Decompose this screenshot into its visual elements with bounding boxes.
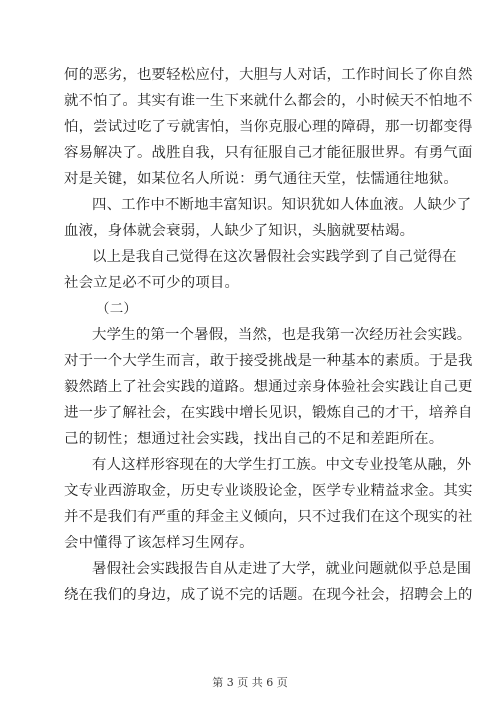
text-line: 容易解决了。战胜自我，只有征服自己才能征服世界。有勇气面 [64,145,473,161]
text-line: 社会立足必不可少的项目。 [64,275,240,291]
section-heading: （二） [96,301,138,317]
text-line: 血液，身体就会衰弱，人缺少了知识，头脑就要枯竭。 [64,223,415,239]
text-line: 对是关键，如某位名人所说：勇气通往天堂，怯懦通往地狱。 [64,171,458,187]
text-line: 对于一个大学生而言，敢于接受挑战是一种基本的素质。于是我 [64,353,473,369]
paragraph-start-line: 有人这样形容现在的大学生打工族。中文专业投笔从融，外 [92,457,472,473]
paragraph-start-line: 四、工作中不断地丰富知识。知识犹如人体血液。人缺少了 [92,197,472,213]
text-line: 并不是我们有严重的拜金主义倾向，只不过我们在这个现实的社 [64,509,473,525]
text-line: 怕，尝试过吃了亏就害怕，当你克服心理的障碍，那一切都变得 [64,119,473,135]
text-line: 己的韧性；想通过社会实践，找出自己的不足和差距所在。 [64,431,444,447]
paragraph-start-line: 以上是我自己觉得在这次暑假社会实践学到了自己觉得在 [92,249,457,265]
text-line: 就不怕了。其实有谁一生下来就什么都会的，小时候天不怕地不 [64,93,473,109]
paragraph-start-line: 暑假社会实践报告自从走进了大学，就业问题就似乎总是围 [92,561,472,577]
text-line: 何的恶劣，也要轻松应付，大胆与人对话，工作时间长了你自然 [64,67,473,83]
text-line: 毅然踏上了社会实践的道路。想通过亲身体验社会实践让自己更 [64,379,473,395]
document-body [64,62,473,608]
page-number-footer: 第 3 页 共 6 页 [212,676,288,689]
text-line: 文专业西游取金，历史专业谈股论金，医学专业精益求金。其实 [64,483,473,499]
paragraph-start-line: 大学生的第一个暑假，当然，也是我第一次经历社会实践。 [92,327,472,343]
text-line: 进一步了解社会，在实践中增长见识，锻炼自己的才干，培养自 [64,405,473,421]
text-line: 绕在我们的身边，成了说不完的话题。在现今社会，招聘会上的 [64,587,473,603]
text-line: 会中懂得了该怎样习生网存。 [64,535,254,551]
